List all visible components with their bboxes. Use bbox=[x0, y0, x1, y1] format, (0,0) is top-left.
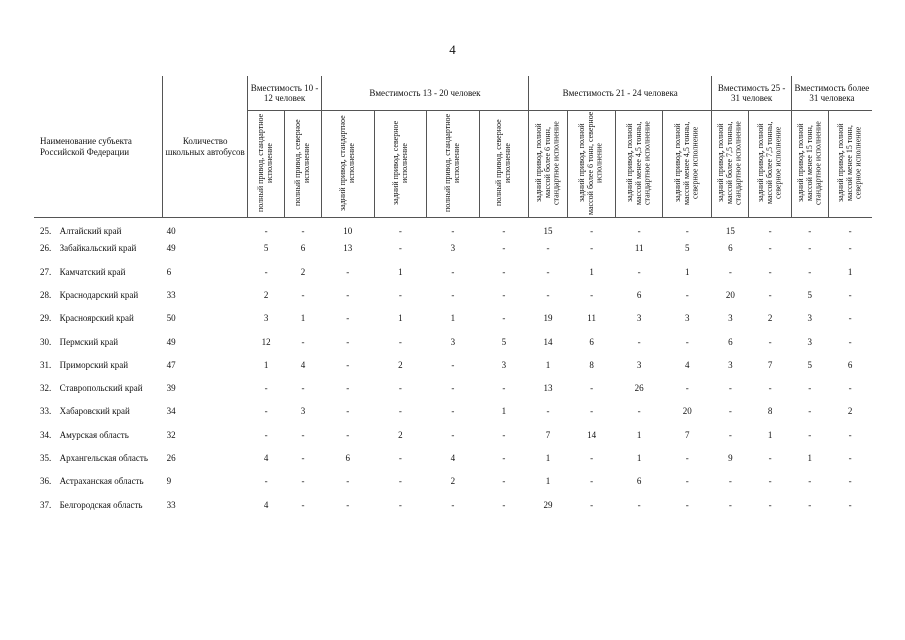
table-cell: 13 bbox=[343, 243, 353, 254]
table-cell: - bbox=[590, 383, 594, 394]
table-cell: - bbox=[502, 499, 506, 510]
subcolumn-header bbox=[427, 111, 480, 218]
table-cell: - bbox=[848, 313, 852, 324]
table-row bbox=[34, 453, 872, 476]
table-cell: - bbox=[502, 429, 506, 440]
subcolumn-header bbox=[479, 111, 528, 218]
table-row bbox=[34, 383, 872, 406]
subcolumn-header-label: задний привод, полной массой менее 4,5 тонны, северное исполнение bbox=[673, 121, 700, 205]
table-cell: - bbox=[685, 453, 689, 464]
table-cell: - bbox=[398, 226, 402, 237]
table-cell: 1 bbox=[545, 359, 551, 370]
table-cell: - bbox=[398, 383, 402, 394]
bus-count: 49 bbox=[166, 336, 176, 347]
region-name: Ставропольский край bbox=[59, 383, 143, 394]
table-cell: 2 bbox=[847, 406, 853, 417]
table-cell: - bbox=[848, 499, 852, 510]
table-cell: - bbox=[768, 476, 772, 487]
table-cell: - bbox=[768, 266, 772, 277]
region-name-header: Наименование субъекта Российской Федерации bbox=[34, 76, 163, 218]
bus-count: 50 bbox=[166, 313, 176, 324]
table-cell: - bbox=[848, 226, 852, 237]
table-cell: 3 bbox=[728, 359, 733, 370]
subcolumn-header-label: задний привод, полной массой менее 4,5 тонны, стандартное исполнение bbox=[624, 121, 652, 205]
table-cell: - bbox=[398, 289, 402, 300]
table-cell: 1 bbox=[545, 453, 551, 464]
table-cell: - bbox=[546, 406, 550, 417]
table-cell: - bbox=[398, 476, 402, 487]
table-cell: 3 bbox=[807, 313, 813, 324]
table-cell: - bbox=[502, 313, 506, 324]
region-name: Астраханская область bbox=[59, 476, 144, 487]
table-cell: 14 bbox=[543, 336, 553, 347]
table-cell: - bbox=[451, 499, 455, 510]
table-cell: - bbox=[264, 226, 268, 237]
bus-count: 26 bbox=[166, 453, 176, 464]
table-cell: 3 bbox=[501, 359, 507, 370]
table-cell: - bbox=[768, 499, 772, 510]
subcolumn-header bbox=[285, 111, 322, 218]
subcolumn-header-label: задний привод, полной массой более 6 тонн, стандартное исполнение bbox=[533, 121, 561, 205]
table-cell: 1 bbox=[450, 313, 456, 324]
table-cell: - bbox=[398, 499, 402, 510]
table-cell: 3 bbox=[685, 313, 690, 324]
table-cell: - bbox=[685, 476, 689, 487]
table-cell: 11 bbox=[587, 313, 596, 324]
subcolumn-header-label: задний привод, северное исполнение bbox=[390, 120, 409, 206]
group-header: Вместимость 13 - 20 человек bbox=[321, 76, 528, 111]
subcolumn-header-label: задний привод, полной массой более 7,5 тонны, стандартное исполнение bbox=[716, 121, 743, 205]
table-cell: - bbox=[398, 243, 402, 254]
table-cell: - bbox=[637, 499, 641, 510]
table-cell: 8 bbox=[767, 406, 773, 417]
table-cell: 5 bbox=[807, 289, 813, 300]
bus-count: 47 bbox=[166, 359, 176, 370]
table-cell: 13 bbox=[543, 383, 553, 394]
bus-count: 32 bbox=[166, 429, 176, 440]
table-cell: 14 bbox=[587, 429, 597, 440]
region-name: Алтайский край bbox=[59, 226, 122, 237]
table-cell: 6 bbox=[636, 289, 642, 300]
table-row bbox=[34, 313, 872, 336]
subcolumn-header-label: задний привод, полной массой менее 15 тонн, стандартное исполнение bbox=[795, 121, 823, 205]
table-cell: - bbox=[768, 289, 772, 300]
table-cell: - bbox=[502, 453, 506, 464]
table-cell: - bbox=[685, 226, 689, 237]
table-cell: 9 bbox=[728, 453, 733, 464]
table-cell: - bbox=[848, 453, 852, 464]
table-cell: 10 bbox=[343, 226, 353, 237]
subcolumn-header bbox=[374, 111, 427, 218]
table-cell: - bbox=[502, 226, 506, 237]
table-cell: - bbox=[301, 453, 305, 464]
table-cell: 4 bbox=[263, 453, 269, 464]
region-name: Приморский край bbox=[59, 359, 129, 370]
table-cell: - bbox=[728, 476, 732, 487]
row-number: 36. bbox=[40, 476, 52, 487]
table-cell: 2 bbox=[398, 359, 403, 370]
table-cell: 12 bbox=[261, 336, 271, 347]
table-row bbox=[34, 267, 872, 290]
table-cell: - bbox=[768, 226, 772, 237]
table-cell: 20 bbox=[725, 289, 735, 300]
table-cell: - bbox=[346, 429, 350, 440]
region-name: Краснодарский край bbox=[59, 289, 139, 300]
table-cell: - bbox=[346, 359, 350, 370]
table-cell: 5 bbox=[807, 359, 813, 370]
group-header: Вместимость 21 - 24 человека bbox=[528, 76, 711, 111]
table-cell: 1 bbox=[398, 313, 403, 324]
bus-count: 33 bbox=[166, 499, 176, 510]
table-cell: - bbox=[637, 226, 641, 237]
table-cell: - bbox=[728, 406, 732, 417]
table-cell: - bbox=[346, 383, 350, 394]
page-number: 4 bbox=[449, 42, 456, 57]
table-row bbox=[34, 337, 872, 360]
table-cell: - bbox=[768, 243, 772, 254]
table-cell: - bbox=[301, 289, 305, 300]
table-cell: 2 bbox=[398, 429, 403, 440]
table-cell: 5 bbox=[685, 243, 690, 254]
table-cell: 26 bbox=[634, 383, 644, 394]
table-cell: - bbox=[590, 476, 594, 487]
table-cell: - bbox=[346, 406, 350, 417]
table-cell: - bbox=[264, 476, 268, 487]
row-number: 28. bbox=[40, 289, 52, 300]
table-cell: - bbox=[346, 336, 350, 347]
table-row bbox=[34, 500, 872, 523]
table-cell: - bbox=[637, 266, 641, 277]
table-cell: - bbox=[301, 429, 305, 440]
group-header: Вместимость 25 - 31 человек bbox=[712, 76, 791, 111]
table-cell: - bbox=[451, 289, 455, 300]
table-cell: 3 bbox=[450, 336, 456, 347]
table-cell: - bbox=[728, 499, 732, 510]
table-row bbox=[34, 218, 872, 244]
row-number: 29. bbox=[40, 313, 52, 324]
table-cell: - bbox=[451, 266, 455, 277]
table-cell: 1 bbox=[501, 406, 507, 417]
table-cell: - bbox=[808, 226, 812, 237]
table-cell: - bbox=[301, 476, 305, 487]
table-cell: - bbox=[301, 336, 305, 347]
table-cell: - bbox=[728, 266, 732, 277]
school-bus-table bbox=[34, 76, 872, 523]
table-cell: 4 bbox=[685, 359, 690, 370]
table-cell: 1 bbox=[398, 266, 403, 277]
table-cell: - bbox=[502, 266, 506, 277]
table-cell: 5 bbox=[263, 243, 269, 254]
subcolumn-header bbox=[321, 111, 374, 218]
row-number: 31. bbox=[40, 359, 52, 370]
table-row bbox=[34, 290, 872, 313]
table-cell: 8 bbox=[589, 359, 594, 370]
table-cell: - bbox=[848, 383, 852, 394]
subcolumn-header-label: задний привод, полной массой более 6 тонн, северное исполнение bbox=[577, 111, 605, 215]
table-cell: 4 bbox=[263, 499, 269, 510]
table-row bbox=[34, 476, 872, 499]
table-row bbox=[34, 430, 872, 453]
table-cell: 7 bbox=[685, 429, 690, 440]
table-cell: 1 bbox=[263, 359, 269, 370]
table-cell: 3 bbox=[728, 313, 733, 324]
table-cell: - bbox=[768, 383, 772, 394]
table-row bbox=[34, 243, 872, 266]
row-number: 30. bbox=[40, 336, 52, 347]
row-number: 35. bbox=[40, 453, 52, 464]
row-number: 25. bbox=[40, 226, 52, 237]
table-cell: 29 bbox=[543, 499, 553, 510]
table-cell: 15 bbox=[543, 226, 553, 237]
row-number: 34. bbox=[40, 429, 52, 440]
region-name: Амурская область bbox=[59, 429, 129, 440]
region-name: Забайкальский край bbox=[59, 243, 137, 254]
region-name: Хабаровский край bbox=[59, 406, 130, 417]
table-cell: - bbox=[264, 406, 268, 417]
subcolumn-header bbox=[616, 111, 663, 218]
table-cell: - bbox=[848, 336, 852, 347]
table-cell: - bbox=[346, 476, 350, 487]
table-cell: - bbox=[546, 266, 550, 277]
table-cell: 1 bbox=[636, 453, 642, 464]
table-cell: - bbox=[685, 383, 689, 394]
table-cell: 1 bbox=[767, 429, 773, 440]
table-cell: 1 bbox=[545, 476, 551, 487]
bus-count: 6 bbox=[166, 266, 172, 277]
table-cell: 3 bbox=[300, 406, 306, 417]
table-cell: 3 bbox=[636, 359, 642, 370]
table-cell: 1 bbox=[847, 266, 853, 277]
table-cell: - bbox=[451, 359, 455, 370]
table-cell: 3 bbox=[636, 313, 642, 324]
table-cell: - bbox=[848, 289, 852, 300]
bus-count: 49 bbox=[166, 243, 176, 254]
bus-count: 9 bbox=[166, 476, 172, 487]
table-cell: - bbox=[768, 336, 772, 347]
table-cell: - bbox=[264, 383, 268, 394]
table-cell: 5 bbox=[501, 336, 507, 347]
table-cell: - bbox=[808, 266, 812, 277]
table-cell: 1 bbox=[685, 266, 690, 277]
table-cell: 1 bbox=[636, 429, 642, 440]
group-header: Вместимость более 31 человека bbox=[791, 76, 872, 111]
region-name: Белгородская область bbox=[59, 499, 143, 510]
table-cell: - bbox=[546, 289, 550, 300]
table-cell: - bbox=[848, 429, 852, 440]
table-cell: - bbox=[590, 289, 594, 300]
table-cell: 2 bbox=[450, 476, 456, 487]
region-name: Пермский край bbox=[59, 336, 119, 347]
table-cell: - bbox=[685, 289, 689, 300]
table-cell: - bbox=[301, 383, 305, 394]
table-cell: 2 bbox=[300, 266, 306, 277]
table-cell: 7 bbox=[767, 359, 773, 370]
subcolumn-header-label: задний привод, полной массой более 7,5 тонны, северное исполнение bbox=[755, 121, 783, 205]
subcolumn-header-label: задний привод, полной массой менее 15 тонн, северное исполнение bbox=[836, 123, 863, 203]
region-name: Камчатский край bbox=[59, 266, 126, 277]
table-cell: 3 bbox=[807, 336, 813, 347]
row-number: 32. bbox=[40, 383, 52, 394]
table-cell: - bbox=[808, 383, 812, 394]
table-cell: 6 bbox=[345, 453, 351, 464]
subcolumn-header bbox=[749, 111, 792, 218]
table-cell: - bbox=[637, 406, 641, 417]
table-cell: - bbox=[502, 476, 506, 487]
table-cell: 2 bbox=[767, 313, 773, 324]
table-cell: 19 bbox=[543, 313, 553, 324]
table-cell: 6 bbox=[728, 243, 733, 254]
subcolumn-header-label: полный привод, стандартное исполнение bbox=[256, 113, 275, 213]
table-cell: 3 bbox=[263, 313, 269, 324]
table-cell: - bbox=[685, 499, 689, 510]
table-cell: - bbox=[768, 453, 772, 464]
table-cell: - bbox=[728, 383, 732, 394]
table-cell: - bbox=[848, 243, 852, 254]
table-cell: - bbox=[346, 313, 350, 324]
table-cell: - bbox=[546, 243, 550, 254]
table-cell: 6 bbox=[636, 476, 642, 487]
row-number: 26. bbox=[40, 243, 52, 254]
table-cell: - bbox=[590, 406, 594, 417]
table-cell: 2 bbox=[263, 289, 269, 300]
table-cell: - bbox=[502, 289, 506, 300]
subcolumn-header bbox=[528, 111, 567, 218]
table-cell: 7 bbox=[545, 429, 551, 440]
row-number: 27. bbox=[40, 266, 52, 277]
table-cell: - bbox=[451, 226, 455, 237]
table-cell: - bbox=[685, 336, 689, 347]
subcolumn-header bbox=[712, 111, 749, 218]
bus-count: 34 bbox=[166, 406, 176, 417]
table-cell: - bbox=[301, 499, 305, 510]
table-cell: 6 bbox=[589, 336, 594, 347]
group-header: Вместимость 10 - 12 человек bbox=[248, 76, 322, 111]
table-cell: - bbox=[346, 499, 350, 510]
table-cell: - bbox=[451, 383, 455, 394]
table-cell: 3 bbox=[450, 243, 456, 254]
table-cell: - bbox=[808, 429, 812, 440]
table-cell: - bbox=[808, 476, 812, 487]
bus-count: 39 bbox=[166, 383, 176, 394]
table-cell: 4 bbox=[300, 359, 306, 370]
table-cell: 6 bbox=[847, 359, 853, 370]
table-cell: - bbox=[808, 499, 812, 510]
subcolumn-header bbox=[568, 111, 616, 218]
row-number: 37. bbox=[40, 499, 52, 510]
region-name: Красноярский край bbox=[59, 313, 134, 324]
table-cell: - bbox=[398, 406, 402, 417]
table-cell: - bbox=[808, 243, 812, 254]
table-cell: 1 bbox=[300, 313, 306, 324]
table-cell: - bbox=[346, 289, 350, 300]
table-row bbox=[34, 406, 872, 429]
table-cell: - bbox=[398, 336, 402, 347]
table-cell: - bbox=[808, 406, 812, 417]
subcolumn-header bbox=[248, 111, 285, 218]
table-cell: - bbox=[590, 226, 594, 237]
table-cell: 11 bbox=[634, 243, 644, 254]
table-cell: 6 bbox=[728, 336, 733, 347]
table-cell: - bbox=[502, 243, 506, 254]
table-cell: 20 bbox=[682, 406, 692, 417]
table-cell: - bbox=[637, 336, 641, 347]
table-cell: - bbox=[502, 383, 506, 394]
subcolumn-header bbox=[663, 111, 712, 218]
table-cell: - bbox=[848, 476, 852, 487]
table-cell: 6 bbox=[300, 243, 306, 254]
table-cell: - bbox=[264, 429, 268, 440]
subcolumn-header-label: задний привод, стандартное исполнение bbox=[337, 115, 356, 211]
table-row bbox=[34, 360, 872, 383]
table-cell: - bbox=[346, 266, 350, 277]
table-cell: 4 bbox=[450, 453, 456, 464]
subcolumn-header-label: полный привод, северное исполнение bbox=[293, 119, 312, 207]
table-cell: - bbox=[590, 453, 594, 464]
table-cell: - bbox=[301, 226, 305, 237]
subcolumn-header bbox=[791, 111, 828, 218]
table-cell: - bbox=[590, 243, 594, 254]
table-cell: 1 bbox=[589, 266, 594, 277]
table-cell: - bbox=[264, 266, 268, 277]
table-cell: - bbox=[451, 406, 455, 417]
subcolumn-header bbox=[828, 111, 872, 218]
row-number: 33. bbox=[40, 406, 52, 417]
table-cell: 1 bbox=[807, 453, 813, 464]
table-cell: - bbox=[590, 499, 594, 510]
subcolumn-header-label: полный привод, стандартное исполнение bbox=[443, 113, 461, 213]
bus-count-header: Количество школьных автобусов bbox=[163, 76, 248, 218]
region-name: Архангельская область bbox=[59, 453, 148, 464]
bus-count: 33 bbox=[166, 289, 176, 300]
table-cell: - bbox=[451, 429, 455, 440]
table-cell: - bbox=[398, 453, 402, 464]
bus-count: 40 bbox=[166, 226, 176, 237]
subcolumn-header-label: полный привод, северное исполнение bbox=[494, 119, 512, 207]
table-cell: 15 bbox=[725, 226, 735, 237]
table-cell: - bbox=[728, 429, 732, 440]
